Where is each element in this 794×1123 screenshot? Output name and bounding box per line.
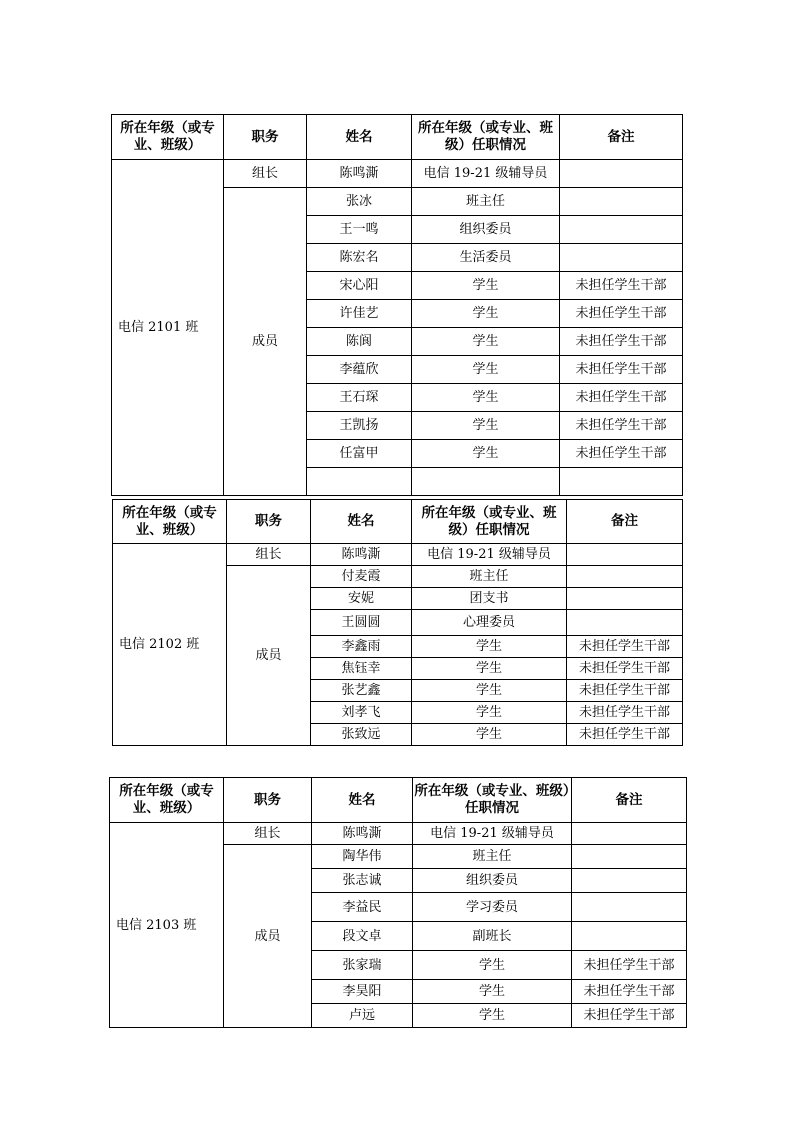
header-grade: 所在年级（或专业、班级） (110, 778, 224, 823)
member-remark: 未担任学生干部 (567, 658, 683, 680)
member-position: 学生 (412, 680, 567, 702)
member-name: 李昊阳 (312, 980, 413, 1004)
leader-row (110, 823, 687, 845)
member-name: 李鑫雨 (311, 636, 412, 658)
member-name: 任富甲 (307, 440, 412, 468)
member-position: 团支书 (412, 588, 567, 610)
member-position: 学生 (412, 272, 560, 300)
member-position: 组织委员 (412, 216, 560, 244)
member-name: 李益民 (312, 893, 413, 922)
member-remark: 未担任学生干部 (567, 702, 683, 724)
member-duty: 成员 (227, 566, 311, 746)
member-name: 焦钰幸 (311, 658, 412, 680)
leader-remark (572, 823, 687, 845)
member-remark: 未担任学生干部 (560, 412, 683, 440)
member-position: 学生 (412, 384, 560, 412)
member-remark: 未担任学生干部 (572, 951, 687, 980)
member-name: 张冰 (307, 188, 412, 216)
header-grade: 所在年级（或专业、班级） (112, 115, 224, 160)
member-remark: 未担任学生干部 (560, 384, 683, 412)
leader-duty: 组长 (224, 823, 312, 845)
member-remark (572, 845, 687, 869)
member-position: 班主任 (412, 188, 560, 216)
header-remark: 备注 (572, 778, 687, 823)
member-remark (567, 588, 683, 610)
header-row (110, 778, 687, 823)
header-name: 姓名 (311, 500, 412, 544)
member-position: 生活委员 (412, 244, 560, 272)
class-2103-table (109, 777, 687, 1028)
class-name: 电信 2101 班 (112, 160, 224, 496)
class-2101-table (111, 114, 683, 496)
member-position: 心理委员 (412, 610, 567, 636)
header-duty: 职务 (224, 778, 312, 823)
member-remark: 未担任学生干部 (560, 356, 683, 384)
member-position: 学生 (413, 1004, 572, 1028)
header-grade: 所在年级（或专业、班级） (113, 500, 227, 544)
leader-duty: 组长 (224, 160, 307, 188)
leader-position: 电信 19-21 级辅导员 (413, 823, 572, 845)
member-position: 班主任 (413, 845, 572, 869)
class-name: 电信 2103 班 (110, 823, 224, 1028)
member-remark: 未担任学生干部 (560, 328, 683, 356)
header-duty: 职务 (224, 115, 307, 160)
member-name: 安妮 (311, 588, 412, 610)
member-remark (567, 566, 683, 588)
header-row (112, 115, 683, 160)
member-position: 组织委员 (413, 869, 572, 893)
member-remark: 未担任学生干部 (560, 440, 683, 468)
member-remark (572, 893, 687, 922)
class-name: 电信 2102 班 (113, 544, 227, 746)
member-position: 学生 (412, 440, 560, 468)
member-name: 许佳艺 (307, 300, 412, 328)
member-remark (560, 216, 683, 244)
member-name: 卢远 (312, 1004, 413, 1028)
member-position: 学生 (412, 702, 567, 724)
member-remark: 未担任学生干部 (560, 272, 683, 300)
leader-row (113, 544, 683, 566)
leader-remark (567, 544, 683, 566)
member-remark (560, 244, 683, 272)
member-position: 学生 (413, 951, 572, 980)
header-remark: 备注 (560, 115, 683, 160)
leader-position: 电信 19-21 级辅导员 (412, 544, 567, 566)
member-remark (567, 610, 683, 636)
member-name: 陈阆 (307, 328, 412, 356)
member-position: 副班长 (413, 922, 572, 951)
member-name: 宋心阳 (307, 272, 412, 300)
member-name (307, 468, 412, 496)
member-position: 学生 (412, 300, 560, 328)
header-position: 所在年级（或专业、班级）任职情况 (412, 500, 567, 544)
leader-duty: 组长 (227, 544, 311, 566)
member-name: 陈宏名 (307, 244, 412, 272)
member-duty: 成员 (224, 845, 312, 1028)
member-name: 王凯扬 (307, 412, 412, 440)
member-name: 王圆圆 (311, 610, 412, 636)
member-remark: 未担任学生干部 (560, 300, 683, 328)
member-name: 张艺鑫 (311, 680, 412, 702)
header-duty: 职务 (227, 500, 311, 544)
member-name: 张致远 (311, 724, 412, 746)
class-2102-table (112, 499, 683, 746)
member-position: 学习委员 (413, 893, 572, 922)
member-name: 段文卓 (312, 922, 413, 951)
member-position: 学生 (412, 724, 567, 746)
member-duty: 成员 (224, 188, 307, 496)
member-remark (572, 869, 687, 893)
leader-name: 陈鸣澌 (312, 823, 413, 845)
member-remark (560, 188, 683, 216)
member-position: 学生 (412, 356, 560, 384)
member-name: 王一鸣 (307, 216, 412, 244)
header-position: 所在年级（或专业、班级）任职情况 (413, 778, 572, 823)
leader-position: 电信 19-21 级辅导员 (412, 160, 560, 188)
header-name: 姓名 (312, 778, 413, 823)
header-name: 姓名 (307, 115, 412, 160)
member-name: 张志诚 (312, 869, 413, 893)
leader-remark (560, 160, 683, 188)
member-name: 陶华伟 (312, 845, 413, 869)
member-remark: 未担任学生干部 (567, 680, 683, 702)
member-name: 王石琛 (307, 384, 412, 412)
member-name: 李蕴欣 (307, 356, 412, 384)
member-remark: 未担任学生干部 (572, 980, 687, 1004)
leader-name: 陈鸣澌 (311, 544, 412, 566)
member-remark: 未担任学生干部 (572, 1004, 687, 1028)
member-position: 学生 (412, 412, 560, 440)
member-position: 学生 (412, 658, 567, 680)
header-position: 所在年级（或专业、班级）任职情况 (412, 115, 560, 160)
member-name: 刘孝飞 (311, 702, 412, 724)
leader-row (112, 160, 683, 188)
member-remark: 未担任学生干部 (567, 724, 683, 746)
header-remark: 备注 (567, 500, 683, 544)
member-position: 学生 (413, 980, 572, 1004)
member-remark (560, 468, 683, 496)
member-name: 张家瑞 (312, 951, 413, 980)
member-position: 班主任 (412, 566, 567, 588)
member-position: 学生 (412, 636, 567, 658)
member-remark: 未担任学生干部 (567, 636, 683, 658)
header-row (113, 500, 683, 544)
member-position (412, 468, 560, 496)
leader-name: 陈鸣澌 (307, 160, 412, 188)
member-name: 付麦霞 (311, 566, 412, 588)
member-remark (572, 922, 687, 951)
member-position: 学生 (412, 328, 560, 356)
